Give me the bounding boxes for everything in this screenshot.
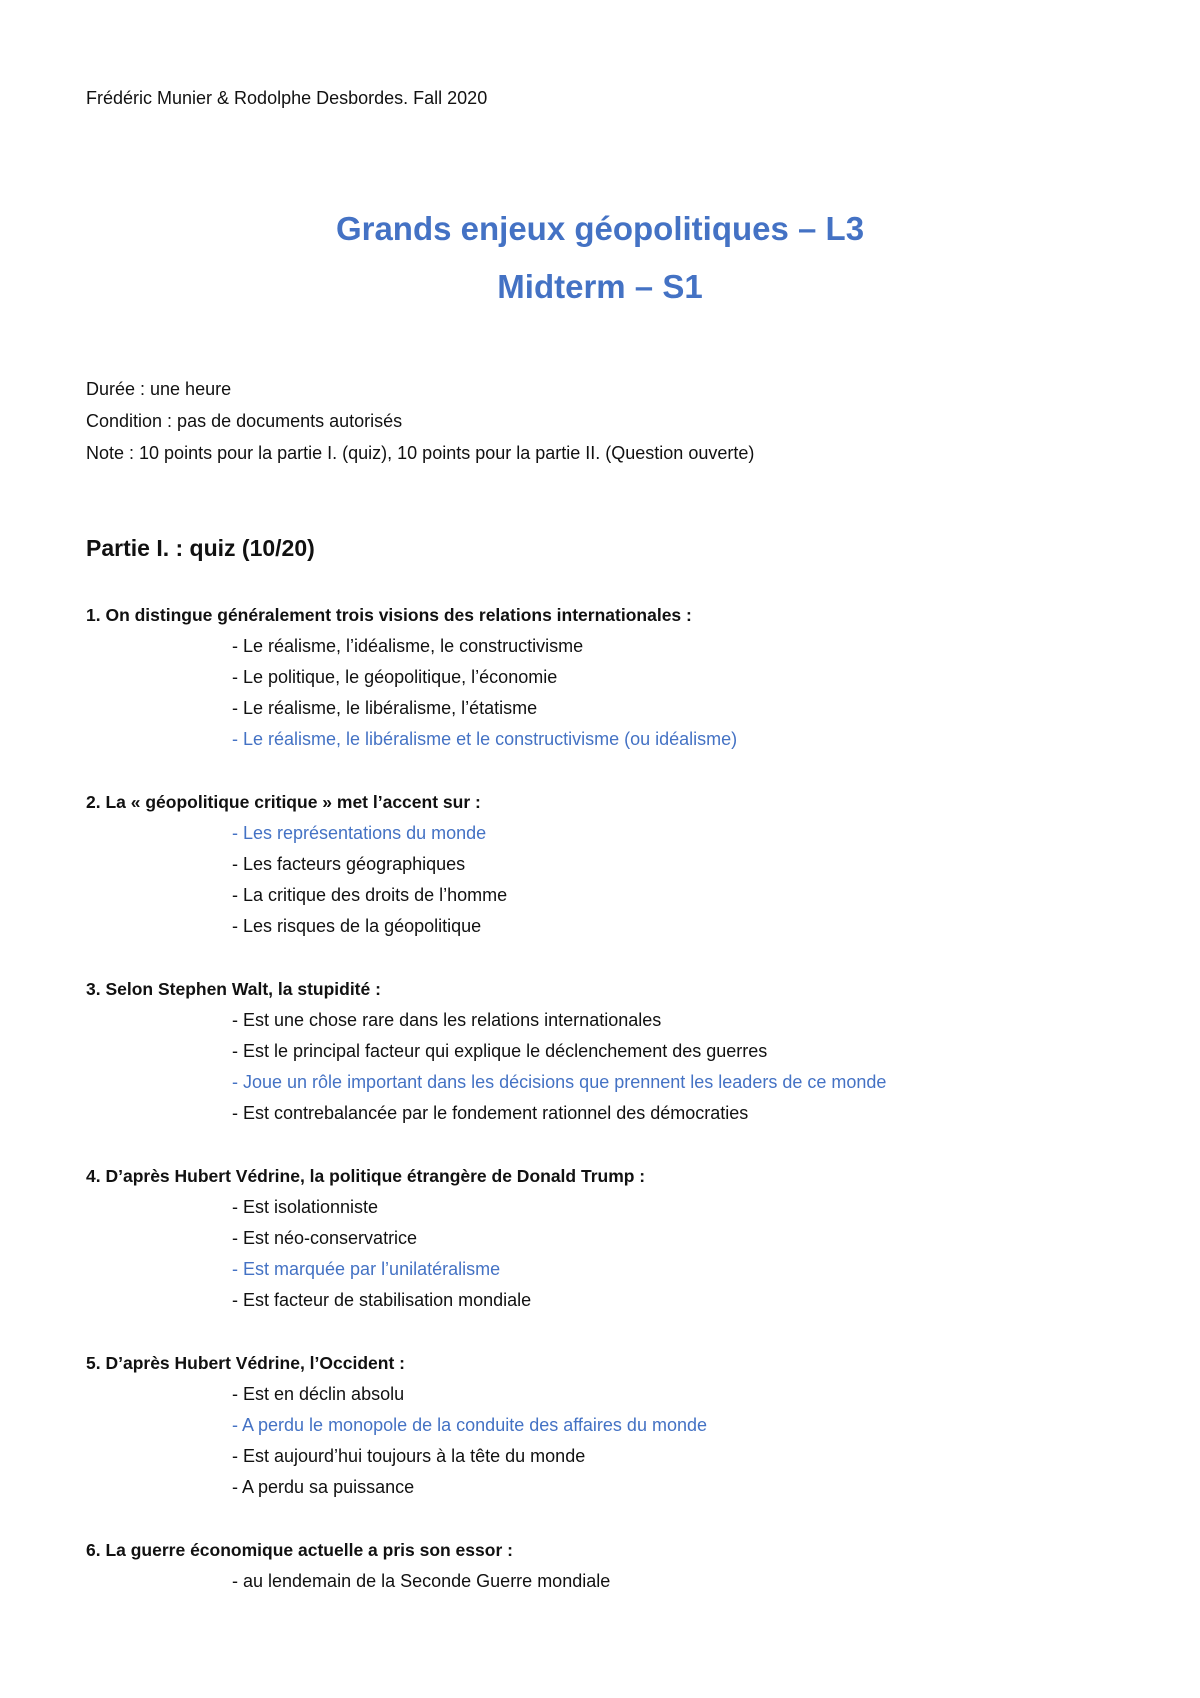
question-3 (86, 974, 1136, 1129)
section-title: Partie I. : quiz (10/20) (86, 535, 315, 561)
answer-option: - Est aujourd’hui toujours à la tête du monde (232, 1446, 586, 1466)
question-text: 4. D’après Hubert Védrine, la politique étrangère de Donald Trump : (86, 1166, 646, 1186)
answer-option-correct: - Est marquée par l’unilatéralisme (232, 1259, 501, 1279)
answer-option: - au lendemain de la Seconde Guerre mondiale (232, 1571, 611, 1591)
answer-option: - Est le principal facteur qui explique le déclenchement des guerres (232, 1041, 768, 1061)
question-5 (86, 1348, 1136, 1503)
quiz-list (86, 600, 1136, 1629)
question-text: 3. Selon Stephen Walt, la stupidité : (86, 979, 381, 999)
answer-option: - Est en déclin absolu (232, 1384, 405, 1404)
title-line-1: Grands enjeux géopolitiques – L3 (335, 210, 865, 247)
answer-option: - Est facteur de stabilisation mondiale (232, 1290, 532, 1310)
answer-option: - Est une chose rare dans les relations internationales (232, 1010, 662, 1030)
answer-option: - Est néo-conservatrice (232, 1228, 418, 1248)
answer-option-correct: - Les représentations du monde (232, 823, 487, 843)
duration-line: Durée : une heure (86, 379, 232, 399)
answer-option: - A perdu sa puissance (232, 1477, 415, 1497)
answer-option-correct: - A perdu le monopole de la conduite des affaires du monde (232, 1415, 707, 1435)
answer-option: - Le politique, le géopolitique, l’économie (232, 667, 558, 687)
question-6 (86, 1535, 1136, 1597)
condition-line: Condition : pas de documents autorisés (86, 411, 403, 431)
question-text: 1. On distingue généralement trois visions des relations internationales : (86, 605, 692, 625)
answer-option-correct: - Joue un rôle important dans les décisions que prennent les leaders de ce monde (232, 1072, 887, 1092)
question-text: 2. La « géopolitique critique » met l’accent sur : (86, 792, 481, 812)
answer-option: - Les facteurs géographiques (232, 854, 466, 874)
answer-option: - Est isolationniste (232, 1197, 379, 1217)
exam-info (86, 373, 754, 469)
answer-option: - Le réalisme, l’idéalisme, le constructivisme (232, 636, 584, 656)
question-4 (86, 1161, 1136, 1316)
title-line-2: Midterm – S1 (497, 268, 703, 305)
answer-option: - Le réalisme, le libéralisme, l’étatisme (232, 698, 538, 718)
answer-option: - La critique des droits de l’homme (232, 885, 508, 905)
document-title (0, 200, 1200, 316)
grading-line: Note : 10 points pour la partie I. (quiz), 10 points pour la partie II. (Question ouverte) (86, 443, 755, 463)
question-1 (86, 600, 1136, 755)
answer-option: - Est contrebalancée par le fondement rationnel des démocraties (232, 1103, 749, 1123)
question-text: 6. La guerre économique actuelle a pris son essor : (86, 1540, 513, 1560)
question-text: 5. D’après Hubert Védrine, l’Occident : (86, 1353, 405, 1373)
authors-line: Frédéric Munier & Rodolphe Desbordes. Fall 2020 (86, 88, 488, 108)
answer-option-correct: - Le réalisme, le libéralisme et le constructivisme (ou idéalisme) (232, 729, 738, 749)
answer-option: - Les risques de la géopolitique (232, 916, 482, 936)
question-2 (86, 787, 1136, 942)
